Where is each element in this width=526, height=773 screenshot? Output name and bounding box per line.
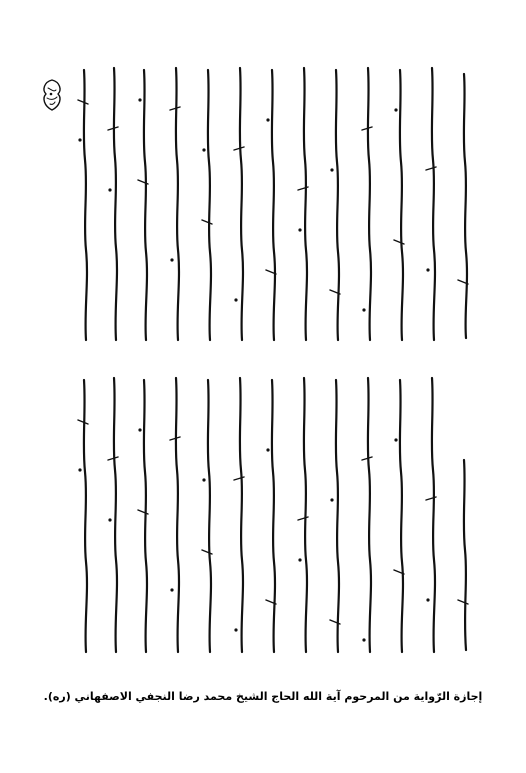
document-caption: إجازة الرّواية من المرحوم آية الله الحاج الشيخ محمد رضا النجفي الاصفهاني (ره). (43, 690, 483, 703)
upper-text-block (78, 68, 468, 340)
handwritten-manuscript (44, 40, 490, 680)
lower-text-block (78, 378, 468, 652)
